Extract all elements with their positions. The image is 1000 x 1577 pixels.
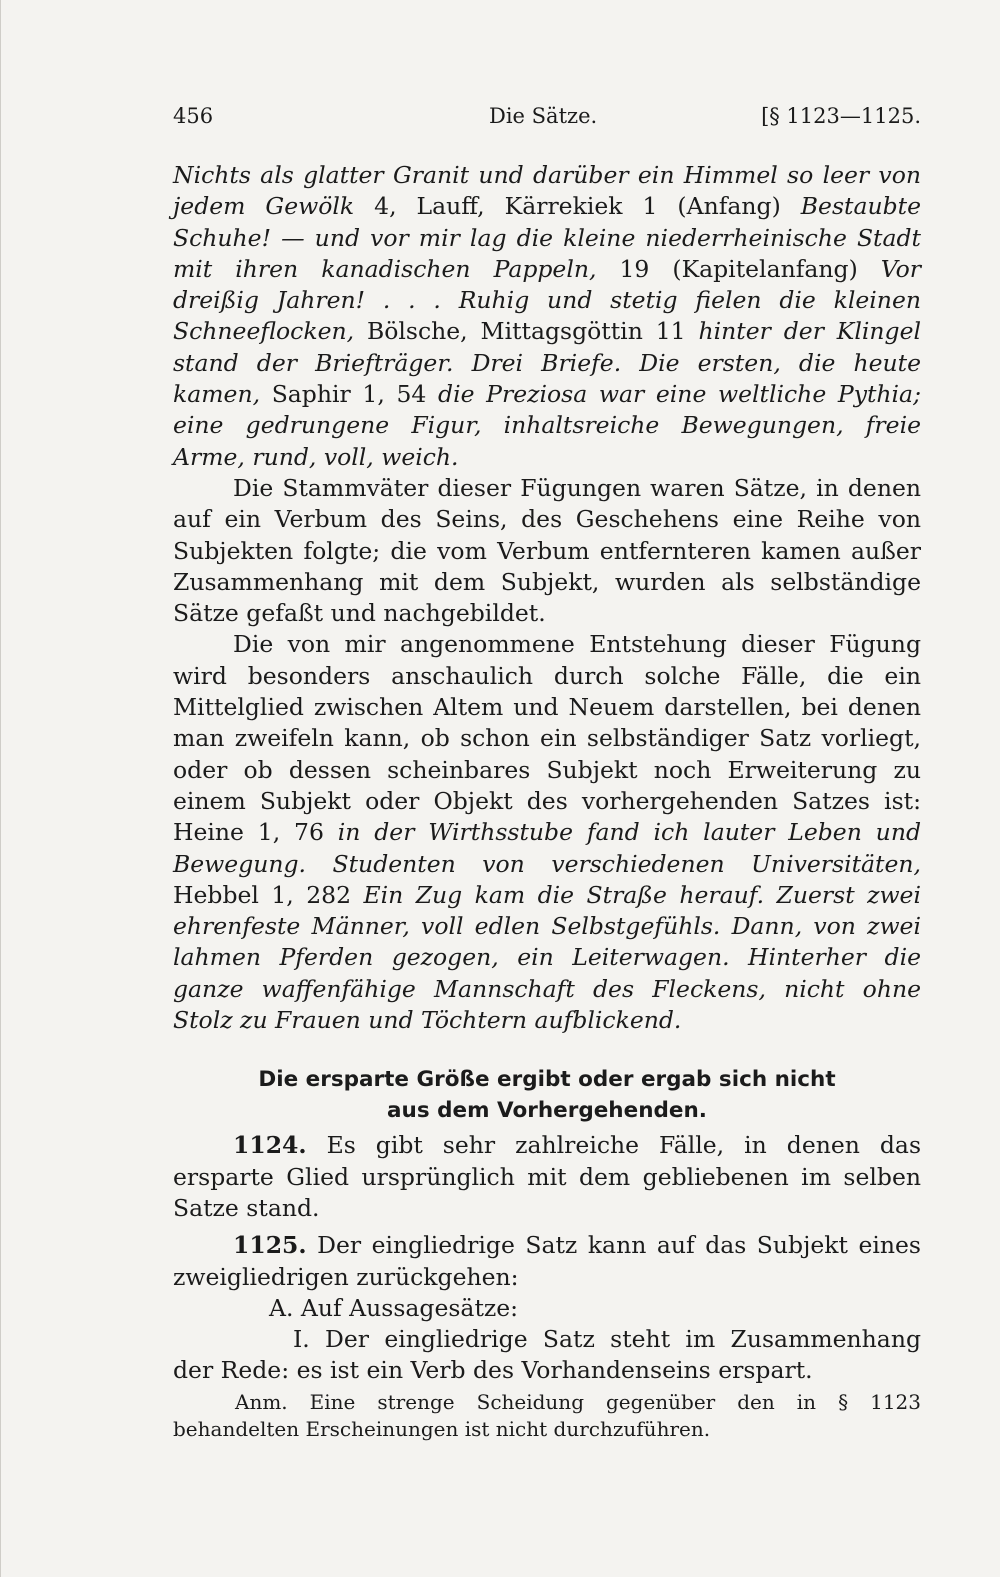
section-number: 1124. xyxy=(233,1131,307,1160)
section-range: [§ 1123—1125. xyxy=(761,104,921,128)
section-heading-line: Die ersparte Größe ergibt oder ergab sich nicht xyxy=(258,1067,836,1093)
example-text: in der Wirthsstube fand ich lauter Leben und Bewegung. Studenten von verschiedenen Universitäten, xyxy=(173,818,921,878)
section-heading xyxy=(173,1064,921,1126)
running-title: Die Sätze. xyxy=(489,104,598,128)
examples-paragraph xyxy=(173,160,921,473)
citation-text: Hebbel 1, 282 xyxy=(173,880,364,909)
page-number: 456 xyxy=(173,104,214,128)
citation-text: Saphir 1, 54 xyxy=(260,380,439,409)
section-number: 1125. xyxy=(233,1231,307,1260)
section-heading-line: aus dem Vorhergehenden. xyxy=(387,1098,707,1124)
example-text: hinter der Klingel stand der Briefträger. Drei Briefe. Die ersten, die heute kamen, xyxy=(173,317,922,409)
section-1125 xyxy=(173,1230,921,1293)
origin-paragraph: Die Stammväter dieser Fügungen waren Sätze, in denen auf ein Verbum des Seins, des Geschehens eine Reihe von Subjekten folgte; die vom Verbum entfernteren kamen außer Zusammenhang mit dem Subjekt, wurden als selbständige Sätze gefaßt und nachgebildet. xyxy=(173,473,921,628)
example-text: Bestaubte Schuhe! — und vor mir lag die kleine niederrheinische Stadt mit ihren kanadischen Pappeln, xyxy=(173,192,921,283)
subsection-a: A. Auf Aussagesätze: xyxy=(269,1293,519,1322)
example-text: Ein Zug kam die Straße herauf. Zuerst zwei ehrenfeste Männer, voll edlen Selbstgefühls. Dann, von zwei lahmen Pferden gezogen, ein Leiterwagen. Hinterher die ganze waffenfähige Mannschaft des Fleckens, nicht ohne Stolz zu Frauen und Töchtern aufblickend. xyxy=(173,880,921,1035)
example-text: Nichts als glatter Granit und darüber ein Himmel so leer von jedem Gewölk xyxy=(173,161,921,221)
section-text: Der eingliedrige Satz kann auf das Subjekt eines zweigliedrigen zurückgehen: xyxy=(173,1231,921,1291)
example-text: die Preziosa war eine weltliche Pythia; eine gedrungene Figur, inhaltsreiche Bewegungen, freie Arme, rund, voll, weich. xyxy=(173,380,921,471)
citation-text: 4, Lauff, Kärrekiek 1 (Anfang) xyxy=(354,192,801,221)
transition-paragraph xyxy=(173,629,921,1036)
footnote-anm: Anm. Eine strenge Scheidung gegenüber den in § 1123 behandelten Erscheinungen ist nicht durchzuführen. xyxy=(173,1389,921,1441)
section-text: Es gibt sehr zahlreiche Fälle, in denen das ersparte Glied ursprünglich mit dem gebliebenen im selben Satze stand. xyxy=(173,1131,921,1222)
example-text: Vor dreißig Jahren! . . . Ruhig und stetig fielen die kleinen Schneeflocken, xyxy=(173,254,921,346)
subsection-i: I. Der eingliedrige Satz steht im Zusammenhang der Rede: es ist ein Verb des Vorhandenseins erspart. xyxy=(173,1325,921,1385)
citation-text: 19 (Kapitelanfang) xyxy=(596,254,881,283)
page-body xyxy=(173,160,921,1443)
section-1124 xyxy=(173,1130,921,1224)
running-header xyxy=(173,104,921,132)
body-text: Die von mir angenommene Entstehung dieser Fügung wird besonders anschaulich durch solche Fälle, die ein Mittelglied zwischen Altem und Neuem darstellen, bei denen man zweifeln kann, ob schon ein selbständiger Satz vorliegt, oder ob dessen scheinbares Subjekt noch Erweiterung zu einem Subjekt oder Objekt des vorhergehenden Satzes ist: Heine 1, 76 xyxy=(173,630,921,847)
citation-text: Bölsche, Mittagsgöttin 11 xyxy=(354,317,699,346)
